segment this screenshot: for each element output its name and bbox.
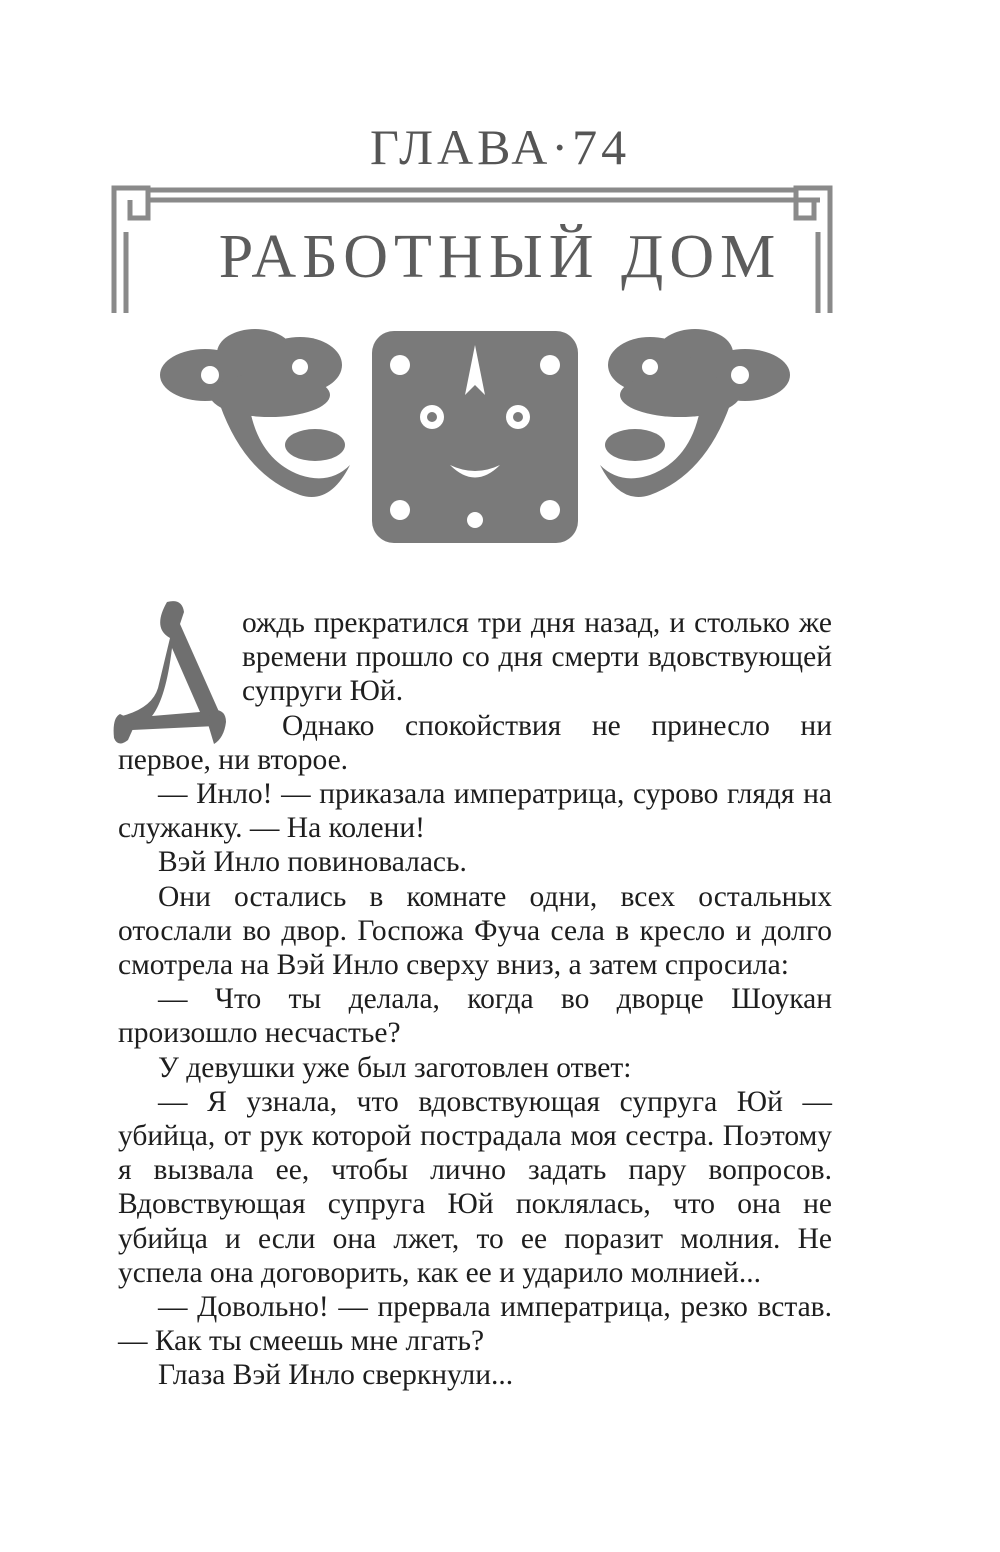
chapter-number: ГЛАВА·74	[369, 119, 631, 175]
paragraph: — Довольно! — прервала императрица, резко встав. — Как ты смеешь мне лгать?	[118, 1291, 832, 1358]
chapter-title: РАБОТНЫЙ ДОМ	[218, 223, 782, 291]
paragraph: Вэй Инло повиновалась.	[158, 846, 467, 879]
paragraph: — Я узнала, что вдовствующая супруга Юй — убийца, от рук которой пострадала моя сестра. Поэтому я вызвала ее, чтобы лично задать пару вопросов. Вдовствующая супруга Юй поклялась, что она не убийца и если она лжет, то ее поразит молния. Не успела она договорить, как ее и ударило молнией...	[118, 1085, 832, 1289]
body-text	[118, 606, 832, 1393]
paragraph: — Что ты делала, когда во дворце Шоукан произошло несчастье?	[118, 983, 832, 1050]
paragraph: Глаза Вэй Инло сверкнули...	[158, 1359, 514, 1392]
paragraph: Они остались в комнате одни, всех остальных отослали во двор. Госпожа Фуча села в кресло и долго смотрела на Вэй Инло сверху вниз, а затем спросила:	[118, 880, 832, 982]
paragraph: ождь прекратился три дня назад, и столько же времени прошло со дня смерти вдовствующей супруги Юй.	[118, 606, 832, 709]
drop-cap-space	[118, 606, 242, 736]
dragon-cloud-ornament-icon	[150, 325, 800, 555]
paragraph: Однако спокойствия не принесло ни первое, ни второе.	[118, 709, 832, 776]
paragraph: — Инло! — приказала императрица, сурово глядя на служанку. — На колени!	[118, 778, 832, 845]
paragraph: У девушки уже был заготовлен ответ:	[158, 1051, 632, 1084]
